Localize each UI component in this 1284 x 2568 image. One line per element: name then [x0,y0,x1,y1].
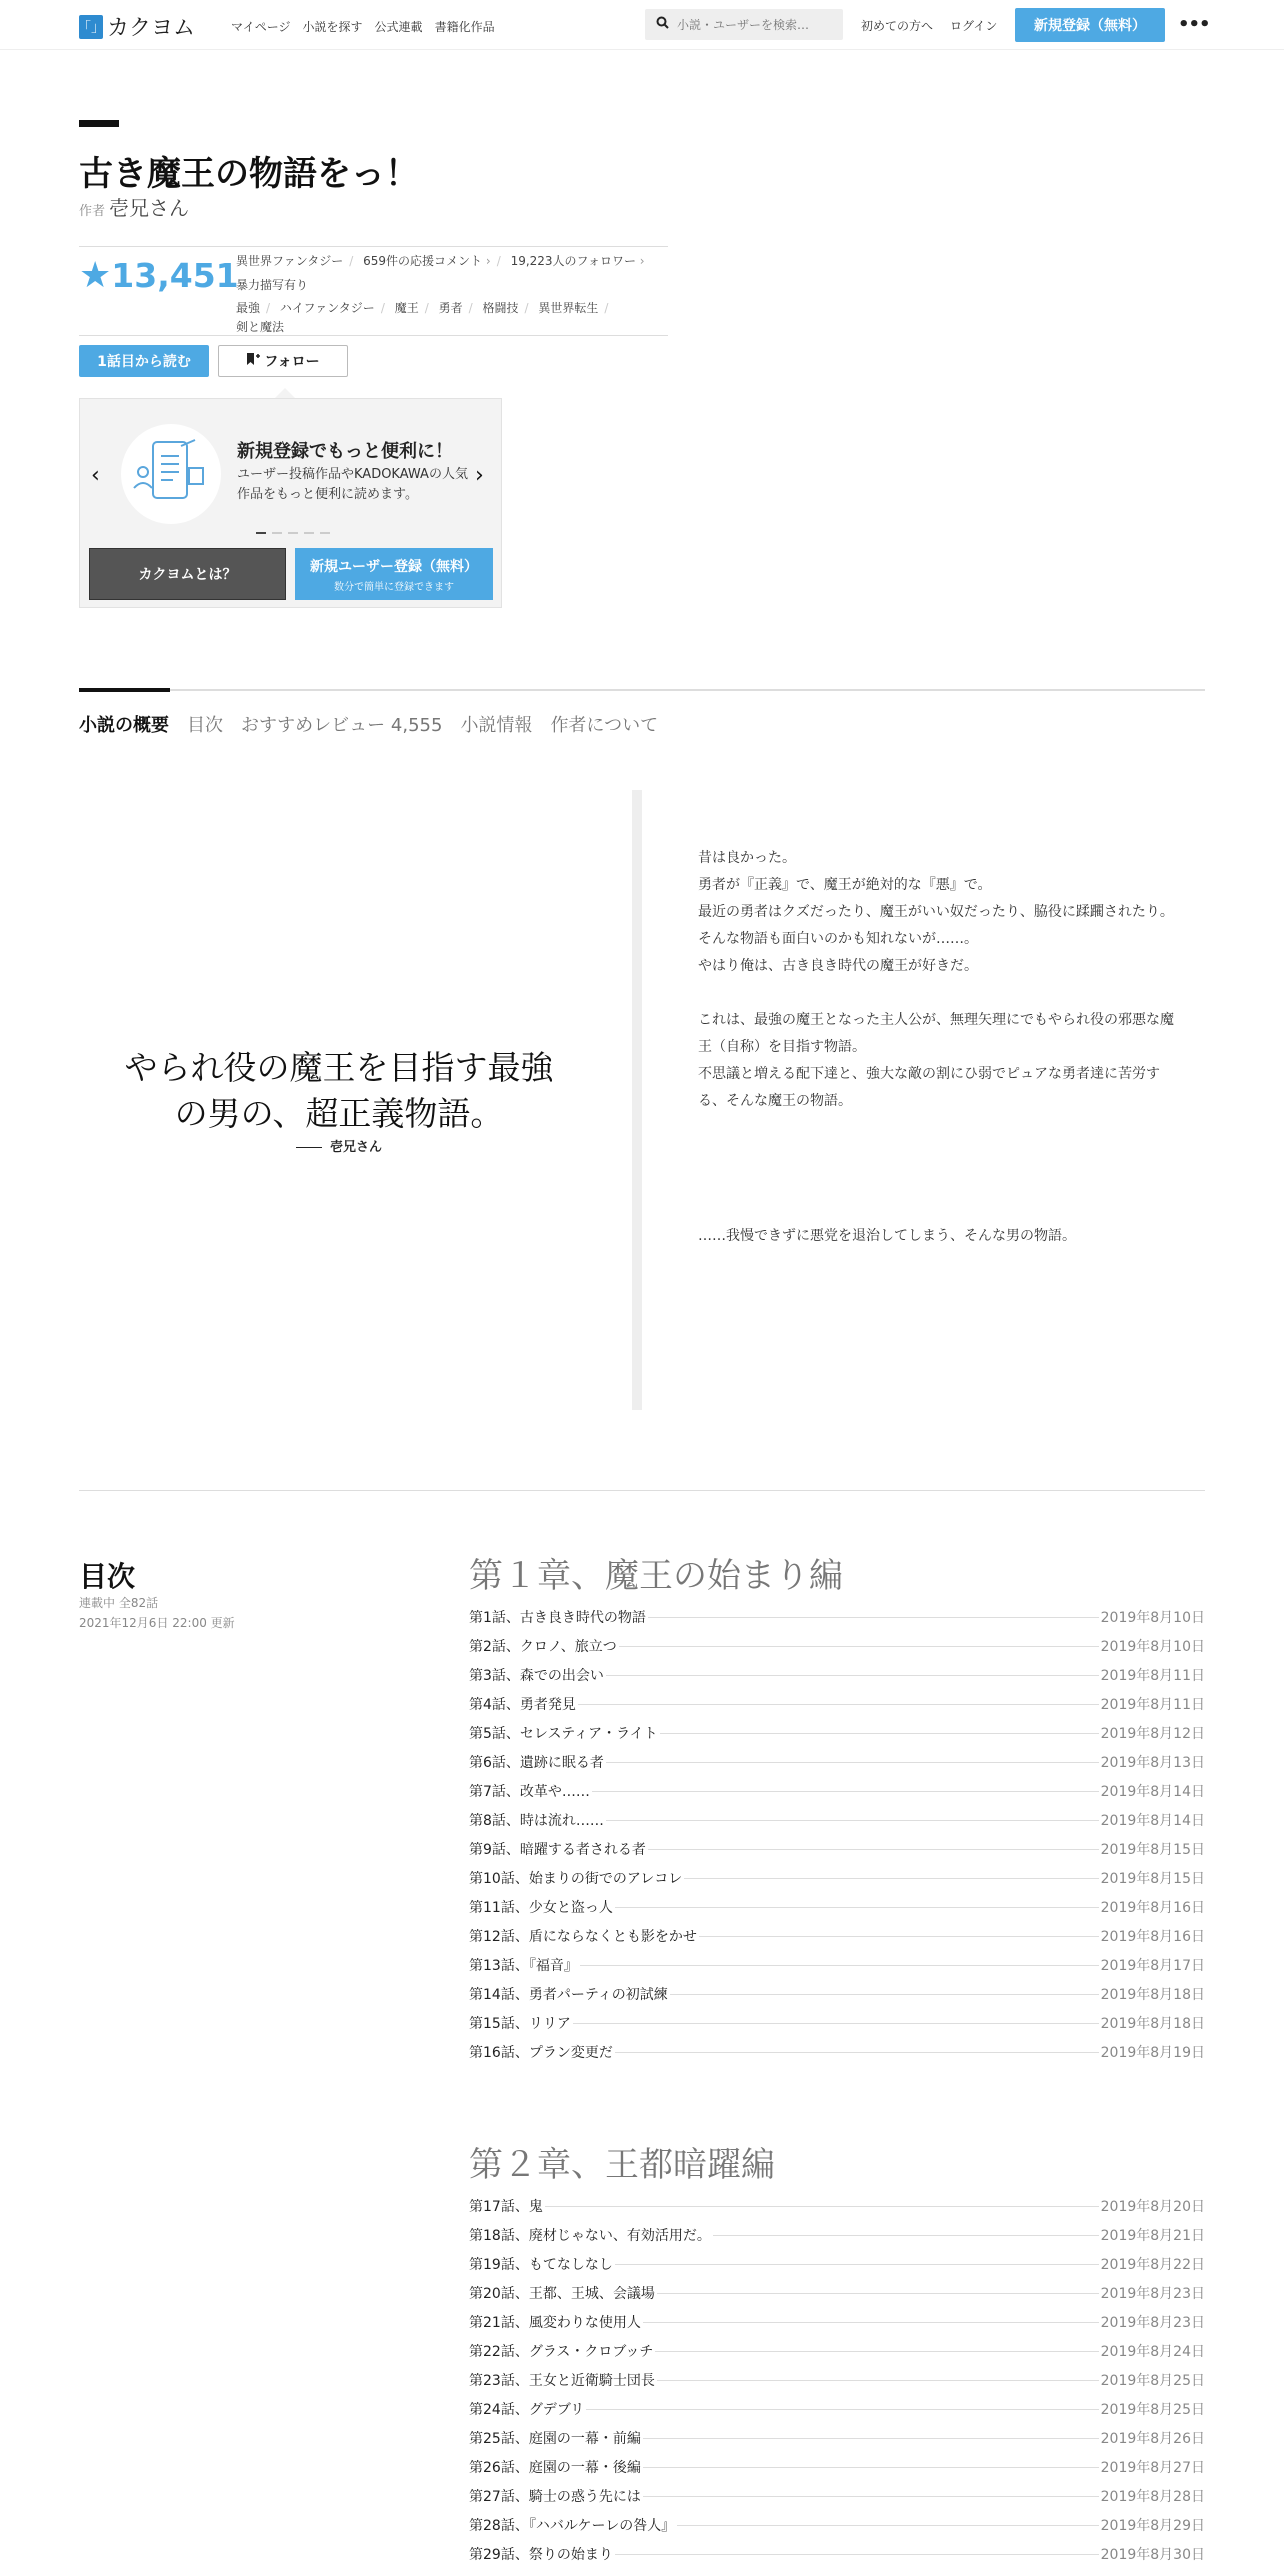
tab-overview[interactable]: 小説の概要 [79,715,169,736]
episode-date: 2019年8月12日 [1100,1725,1205,1742]
carousel-next-icon[interactable]: › [475,463,484,488]
intro-paragraph: 勇者が『正義』で、魔王が絶対的な『悪』で。 [698,877,992,893]
tag-list-2 [236,318,284,335]
episode-row[interactable] [469,2481,1205,2510]
work-meta [79,246,668,336]
episode-row[interactable] [469,1805,1205,1834]
intro-paragraph: 昔は良かった。 [698,850,796,866]
carousel-dot[interactable] [288,532,298,534]
introduction [698,845,1183,1250]
author-name[interactable]: 壱兄さん [109,196,190,220]
episode-date: 2019年8月30日 [1100,2546,1205,2563]
episode-date: 2019年8月28日 [1100,2488,1205,2505]
intro-paragraph: これは、最強の魔王となった主人公が、無理矢理にでもやられ役の邪悪な魔王（自称）を目指す物語。 [698,1012,1174,1055]
episode-date: 2019年8月19日 [1100,2044,1205,2061]
section-divider [79,1490,1205,1491]
follow-button[interactable] [218,345,348,377]
episode-date: 2019年8月20日 [1100,2198,1205,2215]
episode-title[interactable]: 第26話、庭園の一幕・後編 [469,2459,641,2476]
episode-date: 2019年8月18日 [1100,1986,1205,2003]
episode-title[interactable]: 第18話、廃材じゃない、有効活用だ。 [469,2227,711,2244]
site-logo[interactable] [79,11,195,42]
tag-item[interactable]: 最強 [236,301,261,315]
episode-date: 2019年8月10日 [1100,1609,1205,1626]
episode-row[interactable] [469,1950,1205,1979]
episode-date: 2019年8月18日 [1100,2015,1205,2032]
episode-leader-line [648,1849,1099,1850]
episode-title[interactable]: 第29話、祭りの始まり [469,2546,613,2563]
episode-date: 2019年8月11日 [1100,1696,1205,1713]
episode-row[interactable] [469,2220,1205,2249]
tag-item[interactable]: 異世界転生 [538,301,599,315]
episode-title[interactable]: 第15話、リリア [469,2015,571,2032]
episode-title[interactable]: 第14話、勇者パーティの初試練 [469,1986,668,2003]
episode-row[interactable] [469,2510,1205,2539]
episode-row[interactable] [469,2249,1205,2278]
promo-caret [275,388,295,398]
signup-button[interactable]: 新規登録（無料） [1015,8,1165,42]
episode-row[interactable] [469,2539,1205,2568]
warning-tag: 暴力描写有り [236,278,309,292]
episode-title[interactable]: 第8話、時は流れ…… [469,1812,604,1829]
episode-row[interactable] [469,2365,1205,2394]
promo-title: 新規登録でもっと便利に！ [237,441,453,462]
meta-row: 異世界ファンタジー / 659件の応援コメント › / 19,223人のフォロワー › [236,254,645,268]
intro-paragraph: 最近の勇者はクズだったり、魔王がいい奴だったり、脇役に蹂躙されたり。そんな物語も面白いのかも知れないが……。 [698,904,1174,947]
episode-date: 2019年8月23日 [1100,2314,1205,2331]
episode-leader-line [677,2525,1098,2526]
episode-leader-line [586,2409,1098,2410]
star-count[interactable] [79,255,239,296]
search-input[interactable] [677,18,837,32]
intro-paragraph: やはり俺は、古き良き時代の魔王が好きだ。 [698,958,978,974]
work-tabs [79,711,676,737]
logo-mark: 「」 [79,15,103,39]
title-accent-bar [79,120,119,127]
episode-date: 2019年8月14日 [1100,1783,1205,1800]
tag-item[interactable]: 剣と魔法 [236,320,285,334]
genre-link[interactable]: 異世界ファンタジー [236,254,344,268]
episode-list [469,1602,1205,2066]
tab-about-author[interactable]: 作者について [550,715,659,736]
episode-date: 2019年8月10日 [1100,1638,1205,1655]
episode-leader-line [655,2351,1098,2352]
episode-title[interactable]: 第12話、盾にならなくとも影をかせ [469,1928,697,1945]
search-box [645,9,843,40]
carousel-dot[interactable] [320,532,330,534]
comments-link[interactable]: 659件の応援コメント [363,254,483,268]
episode-date: 2019年8月29日 [1100,2517,1205,2534]
episode-leader-line [619,1646,1099,1647]
search-icon[interactable] [656,16,669,33]
episode-leader-line [578,1704,1099,1705]
promo-text: ユーザー投稿作品やKADOKAWAの人気作品をもっと便利に読めます。 [237,467,468,502]
intro-paragraph [698,1169,1183,1196]
episode-title[interactable]: 第1話、古き良き時代の物語 [469,1609,646,1626]
episode-date: 2019年8月24日 [1100,2343,1205,2360]
episode-leader-line [615,2554,1099,2555]
episode-date: 2019年8月17日 [1100,1957,1205,1974]
episode-title[interactable]: 第4話、勇者発見 [469,1696,576,1713]
episode-title[interactable]: 第3話、森での出会い [469,1667,604,1684]
episode-row[interactable] [469,2423,1205,2452]
episode-list [469,2191,1205,2568]
episode-date: 2019年8月13日 [1100,1754,1205,1771]
logo-text: カクヨム [107,16,196,41]
episode-title[interactable]: 第22話、グラス・クロブッチ [469,2343,654,2360]
episode-row[interactable] [469,2336,1205,2365]
episode-date: 2019年8月14日 [1100,1812,1205,1829]
read-first-episode-button[interactable]: 1話目から読む [79,345,209,377]
episode-leader-line [713,2235,1099,2236]
episode-title[interactable]: 第21話、風変わりな使用人 [469,2314,641,2331]
register-label: 新規ユーザー登録（無料） [310,558,478,575]
episode-leader-line [545,2206,1099,2207]
more-menu-icon[interactable]: ••• [1178,14,1210,35]
active-tab-indicator [79,688,170,692]
episode-leader-line [573,2023,1099,2024]
episode-title[interactable]: 第2話、クロノ、旅立つ [469,1638,617,1655]
episode-title[interactable]: 第25話、庭園の一幕・前編 [469,2430,641,2447]
episode-row[interactable] [469,2037,1205,2066]
episode-row[interactable] [469,2008,1205,2037]
star-icon: ★ [79,255,112,296]
tab-novel-info[interactable]: 小説情報 [460,715,533,736]
episode-title[interactable]: 第20話、王都、王城、会議場 [469,2285,655,2302]
episode-title[interactable]: 第11話、少女と盗っ人 [469,1899,613,1916]
episode-date: 2019年8月15日 [1100,1841,1205,1858]
episode-title[interactable]: 第9話、暗躍する者される者 [469,1841,646,1858]
episode-leader-line [657,2380,1099,2381]
episode-leader-line [670,1994,1099,1995]
episode-title[interactable]: 第5話、セレスティア・ライト [469,1725,658,1742]
episode-leader-line [580,1965,1099,1966]
episode-row[interactable] [469,1979,1205,2008]
site-header [0,0,1284,50]
episode-leader-line [615,2052,1099,2053]
intro-paragraph [698,1115,1183,1142]
nav-official-series[interactable]: 公式連載 [374,20,423,34]
episode-title[interactable]: 第16話、プラン変更だ [469,2044,613,2061]
episode-leader-line [643,2467,1099,2468]
episode-title[interactable]: 第10話、始まりの街でのアレコレ [469,1870,683,1887]
episode-title[interactable]: 第24話、グデブリ [469,2401,585,2418]
toc-status: 連載中 全82話 [79,1596,159,1610]
work-title: 古き魔王の物語をっ！ [79,154,419,194]
intro-paragraph [698,1196,1183,1223]
episode-row[interactable] [469,1892,1205,1921]
episode-row[interactable] [469,1689,1205,1718]
main-nav [231,18,495,35]
login-link[interactable]: ログイン [950,19,998,33]
episode-row[interactable] [469,2191,1205,2220]
catchphrase-author [296,1136,382,1155]
register-user-button[interactable] [295,548,493,600]
catchphrase-author-name: 壱兄さん [330,1140,383,1155]
episode-date: 2019年8月15日 [1100,1870,1205,1887]
episode-date: 2019年8月22日 [1100,2256,1205,2273]
chapter-title: 第１章、魔王の始まり編 [469,1556,843,1596]
episode-row[interactable] [469,1776,1205,1805]
episode-leader-line [606,1820,1099,1821]
episode-date: 2019年8月23日 [1100,2285,1205,2302]
episode-title[interactable]: 第6話、遺跡に眠る者 [469,1754,604,1771]
episode-leader-line [643,2496,1099,2497]
episode-date: 2019年8月11日 [1100,1667,1205,1684]
episode-row[interactable] [469,1863,1205,1892]
intro-paragraph: ……我慢できずに悪党を退治してしまう、そんな男の物語。 [698,1228,1076,1244]
episode-date: 2019年8月16日 [1100,1928,1205,1945]
episode-leader-line [699,1936,1099,1937]
toc-updated: 2021年12月6日 22:00 更新 [79,1616,235,1630]
episode-row[interactable] [469,2394,1205,2423]
episode-row[interactable] [469,1834,1205,1863]
first-time-link[interactable]: 初めての方へ [861,19,934,33]
chapter-title: 第２章、王都暗躍編 [469,2145,775,2185]
episode-row[interactable] [469,1660,1205,1689]
chapter [469,2137,1205,2568]
intro-paragraph [698,980,1183,1007]
tag-item[interactable]: 勇者 [438,301,463,315]
about-kakuyomu-button[interactable]: カクヨムとは？ [89,548,286,600]
tag-item[interactable]: ハイファンタジー [279,301,375,315]
tab-reviews[interactable]: おすすめレビュー 4,555 [241,715,443,736]
author-line [79,192,189,221]
tag-item[interactable]: 魔王 [394,301,419,315]
nav-my-page[interactable]: マイページ [231,20,291,34]
bookmark-add-icon [246,352,260,370]
episode-leader-line [643,2438,1099,2439]
nav-published-works[interactable]: 書籍化作品 [434,20,495,34]
episode-row[interactable] [469,1631,1205,1660]
episode-title[interactable]: 第28話、『ハバルケーレの咎人』 [469,2517,676,2534]
tab-contents[interactable]: 目次 [187,715,223,736]
episode-leader-line [648,1617,1099,1618]
episode-row[interactable] [469,1747,1205,1776]
catchphrase-line: の男の、超正義物語。 [174,1094,504,1133]
episode-row[interactable] [469,1921,1205,1950]
tab-bar-line [79,689,1205,691]
episode-title[interactable]: 第7話、改革や…… [469,1783,590,1800]
episode-row[interactable] [469,1602,1205,1631]
signup-promo [79,398,502,608]
episode-title[interactable]: 第13話、『福音』 [469,1957,578,1974]
episode-title[interactable]: 第17話、鬼 [469,2198,543,2215]
episode-leader-line [615,1907,1099,1908]
carousel-dot[interactable] [304,532,314,534]
episode-title[interactable]: 第27話、騎士の惑う先には [469,2488,641,2505]
episode-row[interactable] [469,1718,1205,1747]
episode-leader-line [606,1675,1099,1676]
nav-find-novels[interactable]: 小説を探す [302,20,363,34]
toc-title: 目次 [79,1560,136,1593]
episode-leader-line [660,1733,1099,1734]
episode-leader-line [684,1878,1098,1879]
promo-illustration [121,424,221,524]
tag-list: 最強 / ハイファンタジー / 魔王 / 勇者 / 格闘技 / 異世界転生 / [236,301,609,315]
followers-link[interactable]: 19,223人のフォロワー [510,254,636,268]
episode-date: 2019年8月25日 [1100,2372,1205,2389]
episode-date: 2019年8月27日 [1100,2459,1205,2476]
episode-leader-line [643,2322,1099,2323]
episode-row[interactable] [469,2307,1205,2336]
episode-row[interactable] [469,2278,1205,2307]
tag-item[interactable]: 格闘技 [482,301,519,315]
episode-date: 2019年8月25日 [1100,2401,1205,2418]
intro-divider [632,790,642,1410]
carousel-prev-icon[interactable]: ‹ [91,463,100,488]
episode-title[interactable]: 第23話、王女と近衛騎士団長 [469,2372,655,2389]
chapter [469,1548,1205,2066]
episode-date: 2019年8月16日 [1100,1899,1205,1916]
carousel-dots [256,532,330,534]
catchphrase-line: やられ役の魔王を目指す最強 [124,1048,554,1087]
episode-leader-line [657,2293,1099,2294]
follow-label: フォロー [264,354,320,370]
register-sublabel: 数分で簡単に登録できます [334,581,454,593]
star-count-value: 13,451 [111,256,239,295]
carousel-dot[interactable] [256,532,266,534]
episode-date: 2019年8月26日 [1100,2430,1205,2447]
author-label: 作者 [79,204,106,219]
intro-paragraph: 不思議と増える配下達と、強大な敵の割にひ弱でピュアな勇者達に苦労する、そんな魔王の物語。 [698,1066,1160,1109]
intro-paragraph [698,1142,1183,1169]
catchphrase [79,1045,599,1137]
episode-title[interactable]: 第19話、もてなしなし [469,2256,613,2273]
episode-leader-line [592,1791,1099,1792]
episode-date: 2019年8月21日 [1100,2227,1205,2244]
carousel-dot[interactable] [272,532,282,534]
episode-leader-line [606,1762,1099,1763]
episode-leader-line [615,2264,1099,2265]
episode-row[interactable] [469,2452,1205,2481]
